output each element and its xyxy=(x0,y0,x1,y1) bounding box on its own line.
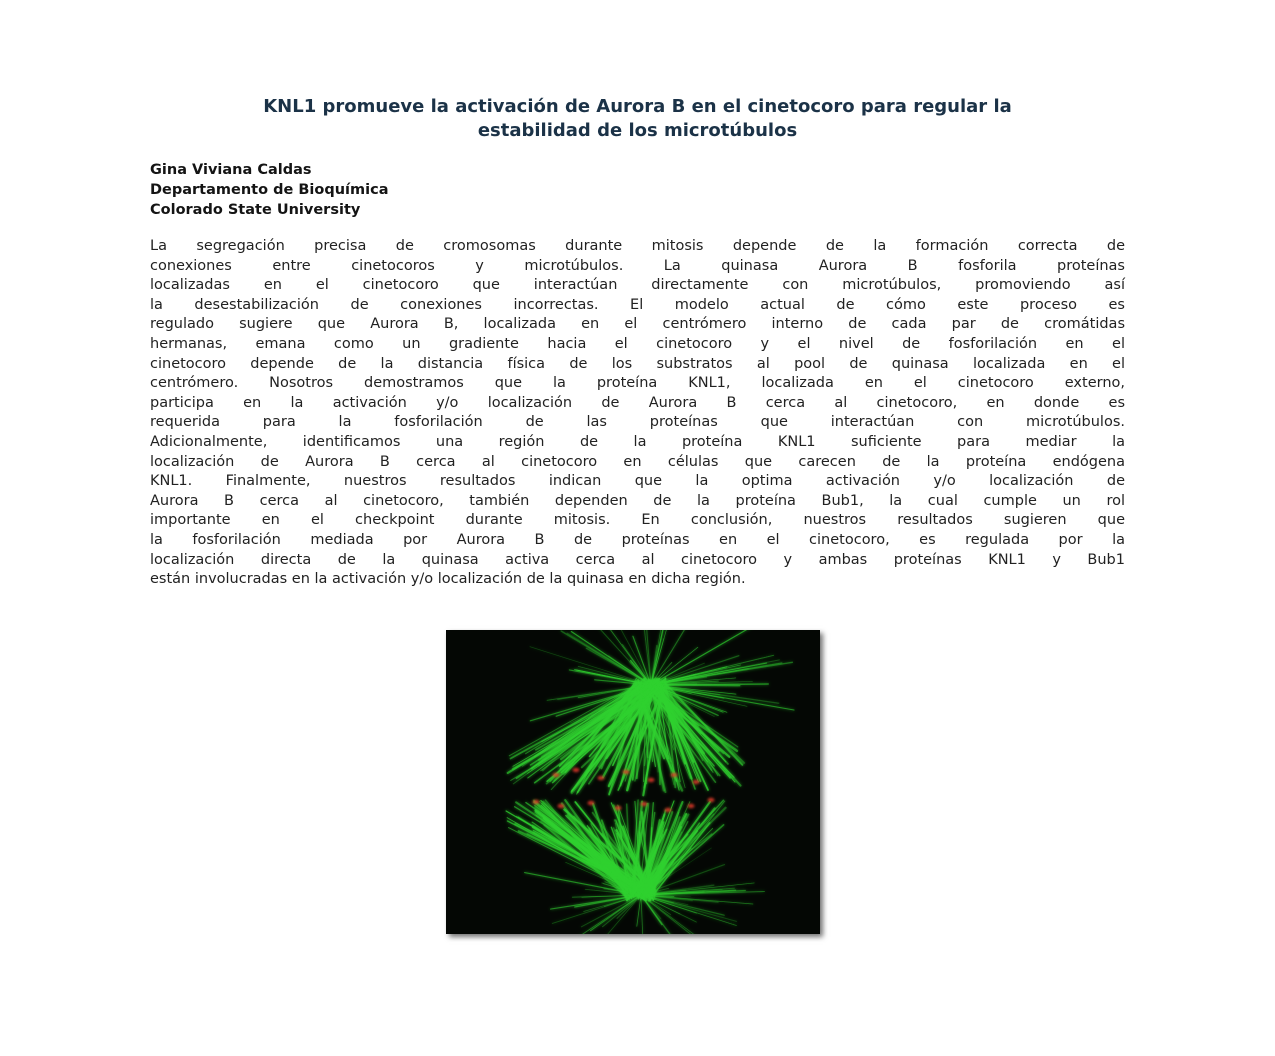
kinetochore-dot xyxy=(615,806,622,810)
abstract-line: Aurora B cerca al cinetocoro, también dependen de la proteína Bub1, la cual cumple un rol xyxy=(150,492,1125,509)
author-block xyxy=(150,160,389,220)
spindle-image xyxy=(446,630,820,934)
kinetochore-dot xyxy=(573,768,580,772)
kinetochore-dot xyxy=(533,800,540,804)
abstract-line: conexiones entre cinetocoros y microtúbulos. La quinasa Aurora B fosforila proteínas xyxy=(150,257,1125,274)
abstract xyxy=(150,237,1125,590)
kinetochore-dot xyxy=(688,804,695,808)
abstract-line: participa en la activación y/o localización de Aurora B cerca al cinetocoro, en donde es xyxy=(150,394,1125,411)
paper-title xyxy=(150,95,1125,143)
abstract-line: localización de Aurora B cerca al cinetocoro en células que carecen de la proteína endógena xyxy=(150,453,1125,470)
abstract-line: regulado sugiere que Aurora B, localizada en el centrómero interno de cada par de cromátidas xyxy=(150,316,1125,333)
abstract-line: la desestabilización de conexiones incorrectas. El modelo actual de cómo este proceso es xyxy=(150,296,1125,313)
kinetochore-dot xyxy=(598,776,605,780)
title-line-1: KNL1 promueve la activación de Aurora B en el cinetocoro para regular la xyxy=(263,96,1012,117)
kinetochore-dot xyxy=(648,778,655,782)
author-institution: Colorado State University xyxy=(150,202,361,218)
kinetochore-dot xyxy=(641,802,648,806)
kinetochore-dot xyxy=(708,798,715,802)
kinetochore-dot xyxy=(665,808,672,812)
kinetochore-dot xyxy=(553,773,560,777)
mitosis-spindle-figure xyxy=(446,630,820,934)
abstract-line: La segregación precisa de cromosomas durante mitosis depende de la formación correcta de xyxy=(150,238,1125,254)
kinetochore-dot xyxy=(588,801,595,805)
abstract-line: la fosforilación mediada por Aurora B de proteínas en el cinetocoro, es regulada por la xyxy=(150,531,1125,548)
kinetochore-dot xyxy=(558,804,565,808)
abstract-line: localizadas en el cinetocoro que interactúan directamente con microtúbulos, promoviendo así xyxy=(150,277,1125,294)
abstract-line: están involucradas en la activación y/o localización de la quinasa en dicha región. xyxy=(150,571,746,588)
kinetochore-dot xyxy=(623,770,630,774)
abstract-line: KNL1. Finalmente, nuestros resultados indican que la optima activación y/o localización de xyxy=(150,473,1125,490)
kinetochore-dot xyxy=(693,780,700,784)
abstract-line: Adicionalmente, identificamos una región de la proteína KNL1 suficiente para mediar la xyxy=(150,433,1125,450)
abstract-line: hermanas, emana como un gradiente hacia el cinetocoro y el nivel de fosforilación en el xyxy=(150,335,1125,352)
author-department: Departamento de Bioquímica xyxy=(150,182,389,198)
abstract-line: cinetocoro depende de la distancia física de los substratos al pool de quinasa localizada en el xyxy=(150,355,1125,372)
abstract-line: centrómero. Nosotros demostramos que la proteína KNL1, localizada en el cinetocoro externo, xyxy=(150,375,1125,392)
kinetochore-dot xyxy=(671,773,678,777)
author-name: Gina Viviana Caldas xyxy=(150,162,312,178)
title-line-2: estabilidad de los microtúbulos xyxy=(477,120,798,141)
abstract-line: importante en el checkpoint durante mitosis. En conclusión, nuestros resultados sugieren que xyxy=(150,512,1125,529)
abstract-line: localización directa de la quinasa activa cerca al cinetocoro y ambas proteínas KNL1 y Bub1 xyxy=(150,551,1125,568)
abstract-line: requerida para la fosforilación de las proteínas que interactúan con microtúbulos. xyxy=(150,414,1125,431)
